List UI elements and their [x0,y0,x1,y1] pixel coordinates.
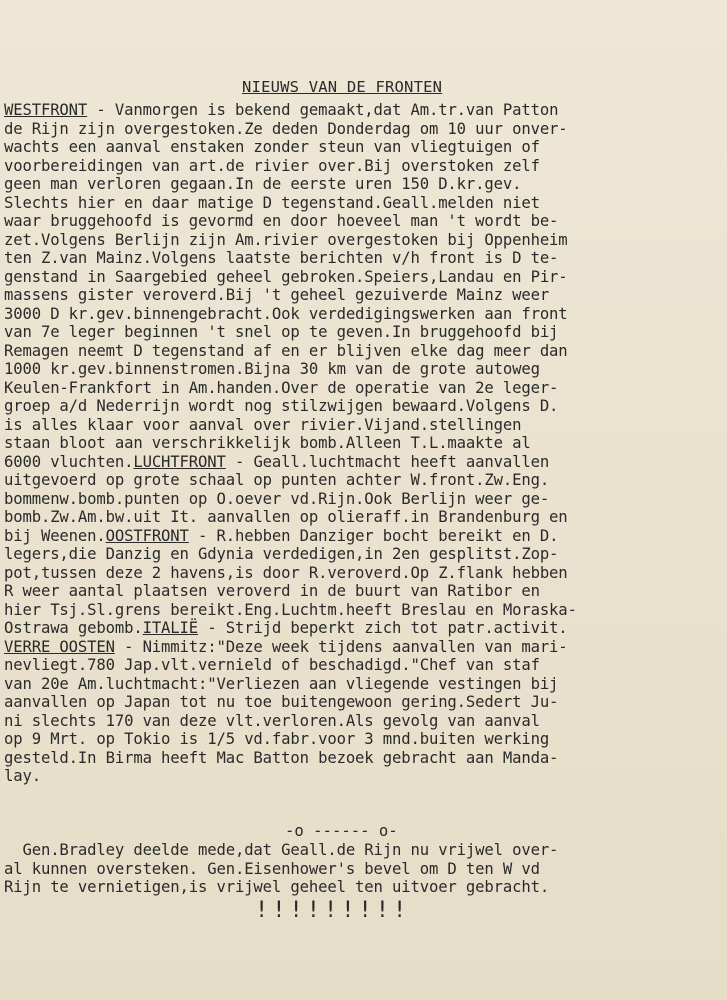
text-line [4,582,720,601]
text-line [4,323,720,342]
text-line [4,601,720,620]
text-line [4,360,720,379]
text-segment: 1000 kr.gev.binnenstromen.Bijna 30 km van de grote autoweg [4,360,540,378]
text-segment: bomb.Zw.Am.bw.uit It. aanvallen op olieraff.in Brandenburg en [4,508,568,526]
section-heading: LUCHTFRONT [133,452,226,471]
section-heading: ITALIË [142,619,199,637]
text-segment: aanvallen op Japan tot nu toe buitengewoon gering.Sedert Ju- [4,693,559,711]
text-line [4,286,720,305]
text-line [4,749,720,768]
text-segment: staan bloot aan verschrikkelijk bomb.Alleen T.L.maakte al [4,434,531,452]
text-line [4,490,720,509]
text-segment: van 7e leger beginnen 't snel op te geven.In bruggehoofd bij [4,323,559,341]
text-line [4,619,720,638]
text-segment: groep a/d Nederrijn wordt nog stilzwijgen bewaard.Volgens D. [4,397,559,415]
text-segment: R weer aantal plaatsen veroverd in de buurt van Ratibor en [4,582,540,600]
text-line [4,527,720,546]
section-divider: -o ------ o- [285,822,398,840]
text-segment: massens gister veroverd.Bij 't geheel gezuiverde Mainz weer [4,286,550,304]
text-line [4,453,720,472]
text-line [4,305,720,324]
text-line [4,767,720,786]
text-segment: ten Z.van Mainz.Volgens laatste berichten v/h front is D te- [4,249,559,267]
text-segment: gesteld.In Birma heeft Mac Batton bezoek gebracht aan Manda- [4,748,559,767]
text-segment: - Strijd beperkt zich tot patr.activit. [198,619,568,637]
text-segment: - Vanmorgen is bekend gemaakt,dat Am.tr.van Patton [87,101,559,119]
text-segment: ni slechts 170 van deze vlt.verloren.Als gevolg van aanval [4,711,540,730]
text-segment: zet.Volgens Berlijn zijn Am.rivier overgestoken bij Oppenheim [4,230,568,249]
text-line [4,194,720,213]
text-segment: lay. [4,767,41,785]
text-segment: geen man verloren gegaan.In de eerste uren 150 D.kr.gev. [4,175,522,193]
text-segment: nevliegt.780 Jap.vlt.vernield of beschadigd."Chef van staf [4,656,540,674]
text-line [4,675,720,694]
news-body [4,101,720,786]
text-line [4,416,720,435]
text-line [4,397,720,416]
section-heading: WESTFRONT [4,101,88,119]
text-segment: is alles klaar voor aanval over rivier.Vijand.stellingen [4,415,522,434]
text-line [4,693,720,712]
text-line [4,342,720,361]
text-line [4,101,720,120]
text-line [4,656,720,675]
text-segment: - Geall.luchtmacht heeft aanvallen [225,452,550,471]
text-line [4,268,720,287]
text-line [4,138,720,157]
text-line [4,471,720,490]
text-line [4,120,720,139]
text-segment: Slechts hier en daar matige D tegenstand.Geall.melden niet [4,193,540,212]
text-segment: 6000 vluchten. [4,452,134,471]
text-segment: legers,die Danzig en Gdynia verdedigen,in 2en gesplitst.Zop- [4,545,559,563]
text-segment: - R.hebben Danziger bocht bereikt en D. [188,526,559,545]
text-segment: pot,tussen deze 2 havens,is door R.veroverd.Op Z.flank hebben [4,563,568,582]
text-line [4,175,720,194]
text-line [4,249,720,268]
closing-marks: !!!!!!!!! [255,898,411,923]
text-segment: - Nimmitz:"Deze week tijdens aanvallen van mari- [114,637,568,656]
section-heading: VERRE OOSTEN [4,637,115,656]
text-segment: voorbereidingen van art.de rivier over.Bij overstoken zelf [4,156,540,175]
text-segment: uitgevoerd op grote schaal op punten achter W.front.Zw.Eng. [4,471,550,489]
text-line [4,638,720,657]
text-line [4,730,720,749]
text-segment: waar bruggehoofd is gevormd en door hoeveel man 't wordt be- [4,212,559,230]
closing-line: al kunnen oversteken. Gen.Eisenhower's bevel om D ten W vd [4,859,540,878]
closing-paragraph [4,841,720,897]
text-segment: de Rijn zijn overgestoken.Ze deden Donderdag om 10 uur onver- [4,119,568,138]
text-segment: van 20e Am.luchtmacht:"Verliezen aan vliegende vestingen bij [4,674,559,693]
text-line [4,157,720,176]
text-segment: bij Weenen. [4,526,106,545]
text-segment: wachts een aanval enstaken zonder steun van vliegtuigen of [4,138,540,156]
text-segment: Keulen-Frankfort in Am.handen.Over de operatie van 2e leger- [4,378,559,397]
text-segment: hier Tsj.Sl.grens bereikt.Eng.Luchtm.heeft Breslau en Moraska- [4,600,577,619]
page-title: NIEUWS VAN DE FRONTEN [242,78,443,96]
section-heading: OOSTFRONT [105,526,189,545]
text-line [4,508,720,527]
text-line [4,434,720,453]
closing-line: Rijn te vernietigen,is vrijwel geheel ten uitvoer gebracht. [4,878,550,896]
text-segment: Remagen neemt D tegenstand af en er blijven elke dag meer dan [4,341,568,360]
text-segment: Ostrawa gebomb. [4,619,143,637]
text-segment: bommenw.bomb.punten op O.oever vd.Rijn.Ook Berlijn weer ge- [4,489,550,508]
text-line [4,545,720,564]
text-line [4,712,720,731]
text-line [4,231,720,250]
text-line [4,379,720,398]
closing-line: Gen.Bradley deelde mede,dat Geall.de Rijn nu vrijwel over- [4,841,559,859]
text-segment: genstand in Saargebied geheel gebroken.Speiers,Landau en Pir- [4,267,568,286]
text-line [4,564,720,583]
text-segment: op 9 Mrt. op Tokio is 1/5 vd.fabr.voor 3 mnd.buiten werking [4,730,550,748]
text-line [4,212,720,231]
text-segment: 3000 D kr.gev.binnengebracht.Ook verdedigingswerken aan front [4,304,568,323]
